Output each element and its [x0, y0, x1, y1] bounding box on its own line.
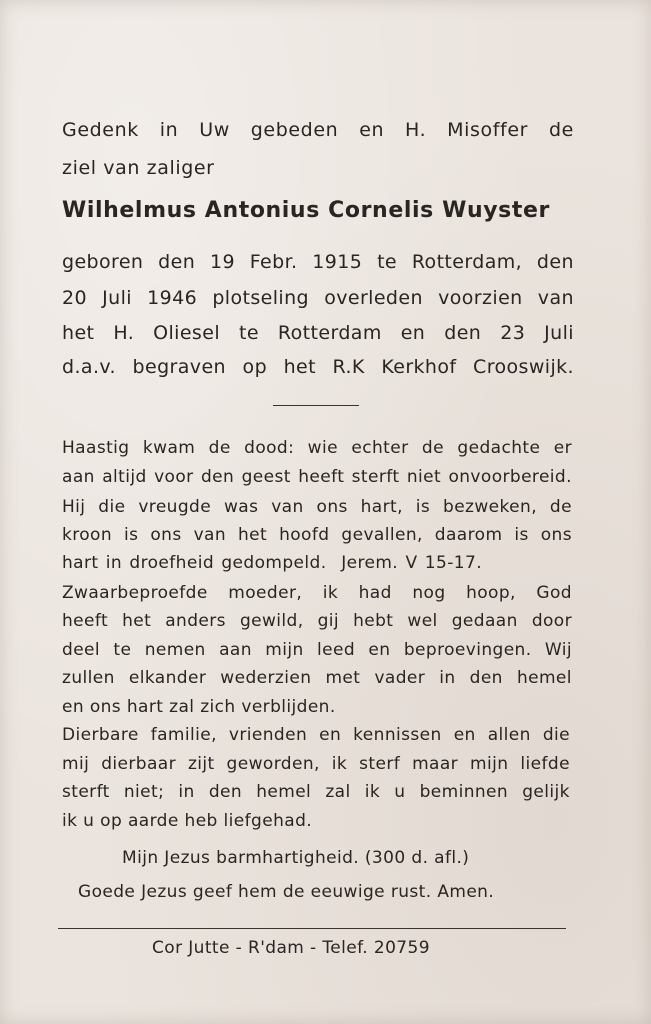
word: die: [98, 497, 126, 517]
word: Jerem.: [341, 553, 399, 573]
word: het: [62, 322, 95, 344]
word: is: [415, 497, 431, 517]
word: Dierbare: [62, 725, 139, 745]
word: gewild,: [239, 611, 304, 631]
word: en: [319, 725, 342, 745]
word: vrienden: [228, 725, 308, 745]
word: gedompeld.: [221, 553, 327, 573]
word: begraven: [132, 356, 226, 378]
prayer-line-14: ik u op aarde heb liefgehad.: [62, 811, 313, 831]
word: op: [242, 356, 268, 378]
word: gedachte: [457, 438, 541, 458]
word: Kerkhof: [381, 356, 457, 378]
closing-line-1: Mijn Jezus barmhartigheid. (300 d. afl.): [122, 848, 470, 868]
word: de: [208, 438, 231, 458]
word: Febr.: [249, 251, 298, 273]
word: 19: [209, 251, 235, 273]
word: van: [537, 287, 574, 309]
closing-line-2: Goede Jezus geef hem de eeuwige rust. Amen.: [78, 882, 495, 902]
printer-credit: Cor Jutte - R'dam - Telef. 20759: [152, 938, 430, 958]
bio-line-4: [62, 357, 574, 377]
word: sterft: [351, 467, 400, 487]
word: ik: [364, 782, 381, 802]
word: den: [469, 668, 503, 688]
prayer-line-10: en ons hart zal zich verblijden.: [62, 697, 336, 717]
word: bezweken,: [443, 497, 538, 517]
word: nemen: [144, 640, 206, 660]
word: Oliesel: [153, 322, 220, 344]
word: den: [444, 322, 482, 344]
word: aan: [219, 640, 252, 660]
word: allen: [487, 725, 531, 745]
word: u: [394, 782, 406, 802]
word: Uw: [199, 119, 230, 141]
word: heeft: [62, 611, 109, 631]
word: en: [453, 725, 476, 745]
word: den: [200, 467, 235, 487]
word: ons: [316, 497, 348, 517]
word: het: [238, 525, 268, 545]
word: moeder,: [228, 583, 303, 603]
word: overleden: [324, 287, 423, 309]
prayer-line-13: [62, 782, 570, 802]
prayer-line-7: [62, 611, 572, 631]
word: Hij: [62, 497, 86, 517]
word: gebeden: [250, 119, 339, 141]
word: ik: [331, 754, 348, 774]
word: en: [359, 119, 385, 141]
word: maar: [412, 754, 459, 774]
prayer-line-5: [62, 553, 482, 573]
word: Misoffer: [447, 119, 529, 141]
word: wel: [407, 611, 438, 631]
word: Rotterdam,: [411, 251, 523, 273]
word: plotseling: [212, 287, 309, 309]
word: onvoorbereid.: [448, 467, 572, 487]
word: niet;: [123, 782, 165, 802]
word: hart: [62, 553, 99, 573]
intro-line-1: [62, 120, 574, 140]
word: gedaan: [451, 611, 518, 631]
word: 1915: [312, 251, 363, 273]
word: is: [514, 525, 529, 545]
word: geest: [241, 467, 291, 487]
word: ons: [150, 525, 182, 545]
prayer-line-1: [62, 438, 572, 458]
word: den: [208, 782, 243, 802]
word: Rotterdam: [277, 322, 382, 344]
word: gij: [317, 611, 340, 631]
word: mijn: [470, 754, 509, 774]
word: in: [105, 553, 123, 573]
word: den: [158, 251, 196, 273]
word: daarom: [434, 525, 503, 545]
bio-line-1: [62, 252, 574, 272]
word: echter: [351, 438, 409, 458]
deceased-name: Wilhelmus Antonius Cornelis Wuyster: [62, 198, 550, 223]
word: deel: [62, 640, 101, 660]
word: heeft: [298, 467, 345, 487]
prayer-line-11: [62, 725, 570, 745]
prayer-line-6: [62, 583, 572, 603]
word: hart,: [360, 497, 403, 517]
word: van: [193, 525, 227, 545]
word: Wij: [544, 640, 572, 660]
word: hoop,: [466, 583, 516, 603]
word: d.a.v.: [62, 356, 116, 378]
word: gevallen,: [341, 525, 423, 545]
word: kennissen: [353, 725, 442, 745]
divider-long: [58, 928, 566, 929]
word: was: [223, 497, 259, 517]
word: dood:: [244, 438, 295, 458]
word: in: [439, 668, 456, 688]
word: hemel: [516, 668, 572, 688]
word: kwam: [142, 438, 196, 458]
word: te: [113, 640, 132, 660]
word: te: [377, 251, 398, 273]
word: zullen: [62, 668, 115, 688]
word: zijt: [187, 754, 215, 774]
prayer-line-12: [62, 754, 570, 774]
bio-line-2: [62, 288, 574, 308]
word: in: [178, 782, 195, 802]
word: en: [400, 322, 426, 344]
word: den: [536, 251, 574, 273]
word: de: [421, 438, 444, 458]
word: gelijk: [522, 782, 570, 802]
word: de: [549, 497, 572, 517]
word: wederzien: [220, 668, 312, 688]
word: beminnen: [419, 782, 509, 802]
word: elkander: [128, 668, 207, 688]
word: ons: [540, 525, 572, 545]
word: hemel: [256, 782, 312, 802]
word: R.K: [332, 356, 365, 378]
word: voorzien: [438, 287, 523, 309]
word: nog: [412, 583, 446, 603]
word: V: [405, 553, 418, 573]
word: geworden,: [226, 754, 320, 774]
word: zal: [325, 782, 351, 802]
word: Juli: [544, 322, 574, 344]
divider-short: [273, 405, 359, 406]
word: met: [325, 668, 361, 688]
word: vader: [374, 668, 426, 688]
bio-line-3: [62, 323, 574, 343]
word: geboren: [62, 251, 144, 273]
prayer-line-2: [62, 467, 572, 487]
word: is: [124, 525, 139, 545]
word: 15-17.: [424, 553, 482, 573]
word: droefheid: [129, 553, 215, 573]
word: voor: [154, 467, 194, 487]
word: H.: [113, 322, 135, 344]
word: 20: [62, 287, 87, 309]
word: 1946: [147, 287, 198, 309]
word: te: [238, 322, 259, 344]
word: van: [271, 497, 304, 517]
word: Haastig: [62, 438, 130, 458]
word: dierbaar: [101, 754, 176, 774]
word: in: [159, 119, 179, 141]
word: Crooswijk.: [473, 356, 574, 378]
word: sterft: [62, 782, 110, 802]
word: liefde: [520, 754, 570, 774]
word: 23: [500, 322, 526, 344]
prayer-line-9: [62, 668, 572, 688]
word: het: [122, 611, 152, 631]
word: hoofd: [279, 525, 330, 545]
word: God: [536, 583, 572, 603]
word: had: [358, 583, 392, 603]
prayer-line-4: [62, 525, 572, 545]
word: beproevingen.: [403, 640, 532, 660]
word: niet: [406, 467, 442, 487]
word: leed: [317, 640, 356, 660]
word: het: [283, 356, 316, 378]
word: kroon: [62, 525, 113, 545]
word: sterf: [359, 754, 401, 774]
intro-line-2: ziel van zaliger: [62, 157, 215, 179]
prayer-line-8: [62, 640, 572, 660]
word: hebt: [353, 611, 394, 631]
word: anders: [165, 611, 226, 631]
word: vreugde: [138, 497, 212, 517]
word: Gedenk: [62, 119, 139, 141]
word: mijn: [265, 640, 304, 660]
word: er: [553, 438, 572, 458]
prayer-line-3: [62, 497, 572, 517]
word: Zwaarbeproefde: [62, 583, 208, 603]
word: Juli: [102, 287, 132, 309]
word: die: [542, 725, 570, 745]
word: H.: [405, 119, 427, 141]
word: altijd: [102, 467, 147, 487]
word: de: [548, 119, 574, 141]
word: wie: [307, 438, 338, 458]
word: mij: [62, 754, 90, 774]
word: en: [368, 640, 391, 660]
word: aan: [62, 467, 95, 487]
word: door: [531, 611, 572, 631]
word: familie,: [150, 725, 217, 745]
word: ik: [322, 583, 339, 603]
